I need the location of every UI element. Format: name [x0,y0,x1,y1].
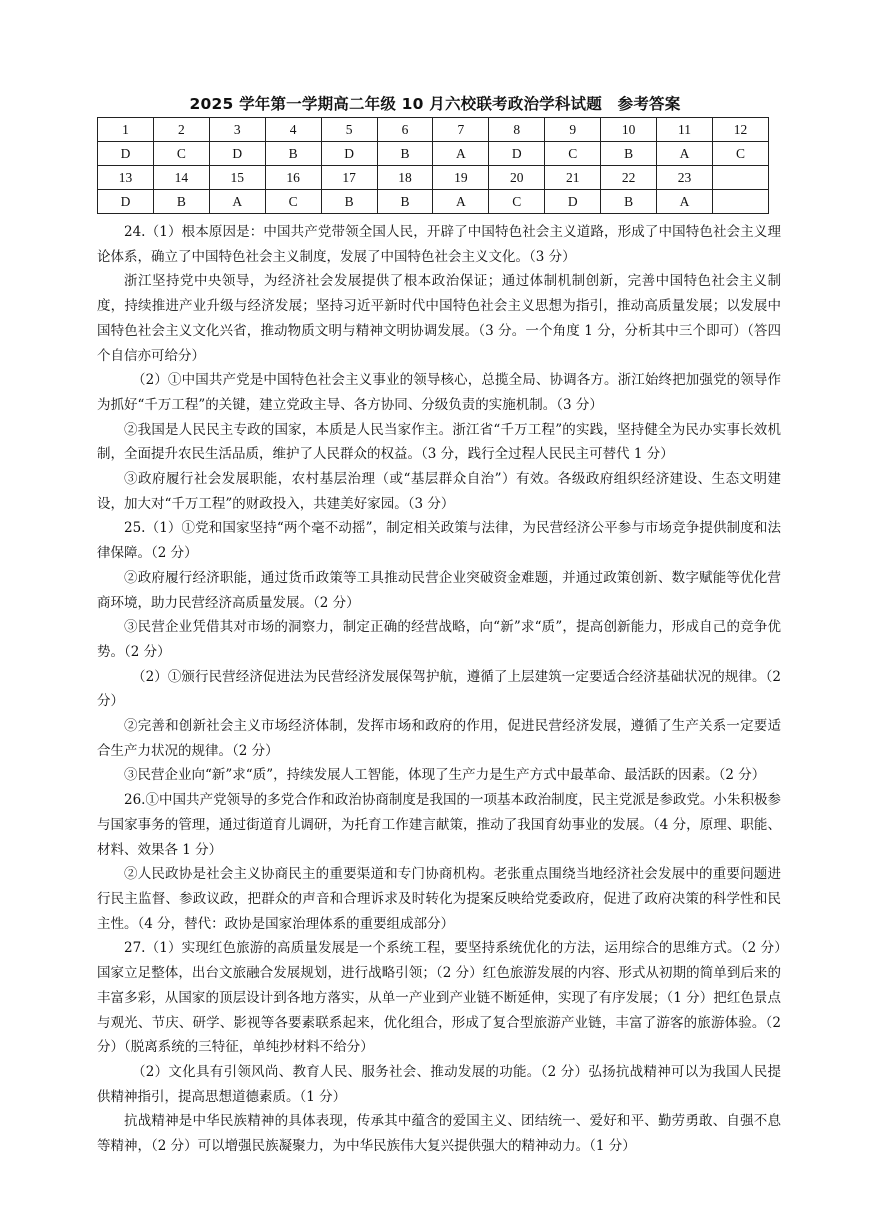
table-cell: 23 [657,166,713,190]
table-cell: D [209,142,265,166]
answer-paragraph: 25.（1）①党和国家坚持“两个毫不动摇”，制定相关政策与法律，为民营经济公平参与市场竞争提供制度和法律保障。（2 分） [97,520,781,562]
table-cell: D [545,190,601,214]
table-cell: D [489,142,545,166]
table-cell: A [657,142,713,166]
answer-table [97,117,769,214]
answer-paragraph: 26.①中国共产党领导的多党合作和政治协商制度是我国的一项基本政治制度，民主党派是参政党。小朱积极参与国家事务的管理，通过街道育儿调研，为托育工作建言献策，推动了我国育幼事业的发展。（4 分，原理、职能、材料、效果各 1 分） [97,792,781,858]
table-cell: 17 [321,166,377,190]
answer-paragraph: ③民营企业凭借其对市场的洞察力，制定正确的经营战略，向“新”求“质”，提高创新能力，形成自己的竞争优势。（2 分） [97,619,781,660]
table-cell: D [98,142,154,166]
table-cell [712,190,768,214]
answer-paragraph: 24.（1）根本原因是：中国共产党带领全国人民，开辟了中国特色社会主义道路，形成了中国特色社会主义理论体系，确立了中国特色社会主义制度，发展了中国特色社会主义文化。（3 分） [97,224,781,265]
table-row [98,142,769,166]
answer-paragraph: ②完善和创新社会主义市场经济体制，发挥市场和政府的作用，促进民营经济发展，遵循了生产关系一定要适合生产力状况的规律。（2 分） [97,718,781,759]
table-cell: 21 [545,166,601,190]
answer-paragraph: ②人民政协是社会主义协商民主的重要渠道和专门协商机构。老张重点围绕当地经济社会发展中的重要问题进行民主监督、参政议政，把群众的声音和合理诉求及时转化为提案反映给党委政府，促进了政府决策的科学性和民主性。（4 分，替代：政协是国家治理体系的重要组成部分） [97,866,781,932]
answer-paragraph: 浙江坚持党中央领导，为经济社会发展提供了根本政治保证；通过体制机制创新，完善中国特色社会主义制度，持续推进产业升级与经济发展；坚持习近平新时代中国特色社会主义思想为指引，推动高质量发展；以发展中国特色社会主义文化兴省，推动物质文明与精神文明协调发展。（3 分。一个角度 1 分，分析其中三个即可）（答四个自信亦可给分） [97,273,781,364]
table-cell: D [321,142,377,166]
table-cell: A [209,190,265,214]
table-row [98,118,769,142]
answer-paragraph: ③政府履行社会发展职能，农村基层治理（或“基层群众自治”）有效。各级政府组织经济建设、生态文明建设，加大对“千万工程”的财政投入，共建美好家园。（3 分） [97,471,781,512]
table-cell: B [601,190,657,214]
table-cell: 1 [98,118,154,142]
table-cell: 8 [489,118,545,142]
table-cell: 11 [657,118,713,142]
table-cell: 4 [265,118,321,142]
table-cell: A [433,142,489,166]
answer-paragraph: （2）文化具有引领风尚、教育人民、服务社会、推动发展的功能。（2 分）弘扬抗战精神可以为我国人民提供精神指引，提高思想道德素质。（1 分） [97,1063,781,1105]
table-row [98,166,769,190]
table-cell: 20 [489,166,545,190]
answer-paragraph: 抗战精神是中华民族精神的具体表现，传承其中蕴含的爱国主义、团结统一、爱好和平、勤劳勇敢、自强不息等精神，（2 分）可以增强民族凝聚力，为中华民族伟大复兴提供强大的精神动力。（1 分） [97,1113,781,1155]
table-cell [712,166,768,190]
table-cell: A [433,190,489,214]
table-cell: C [489,190,545,214]
table-cell: D [98,190,154,214]
table-cell: 19 [433,166,489,190]
table-cell: 2 [153,118,209,142]
table-cell: A [657,190,713,214]
table-cell: 9 [545,118,601,142]
table-cell: B [265,142,321,166]
table-cell: 15 [209,166,265,190]
answer-paragraph: 27.（1）实现红色旅游的高质量发展是一个系统工程，要坚持系统优化的方法，运用综合的思维方式。（2 分）国家立足整体，出台文旅融合发展规划，进行战略引领；（2 分）红色旅游发展的内容、形式从初期的简单到后来的丰富多彩，从国家的顶层设计到各地方落实，从单一产业到产业链不断延伸，实现了有序发展；（1 分）把红色景点与观光、节庆、研学、影视等各要素联系起来，优化组合，形成了复合型旅游产业链，丰富了游客的旅游体验。（2 分）（脱离系统的三特征，单纯抄材料不给分） [97,940,781,1056]
table-cell: 6 [377,118,433,142]
table-cell: 18 [377,166,433,190]
table-cell: C [265,190,321,214]
table-cell: C [153,142,209,166]
answer-paragraph: ②我国是人民民主专政的国家，本质是人民当家作主。浙江省“千万工程”的实践，坚持健全为民办实事长效机制，全面提升农民生活品质，维护了人民群众的权益。（3 分，践行全过程人民民主可替代 1 分） [97,421,781,463]
table-cell: B [377,190,433,214]
table-cell: 10 [601,118,657,142]
table-cell: C [545,142,601,166]
table-cell: B [601,142,657,166]
answer-paragraph: （2）①中国共产党是中国特色社会主义事业的领导核心，总揽全局、协调各方。浙江始终把加强党的领导作为抓好“千万工程”的关键，建立党政主导、各方协同、分级负责的实施机制。（3 分） [97,372,781,413]
table-cell: B [321,190,377,214]
table-cell: C [712,142,768,166]
table-cell: B [153,190,209,214]
table-cell: 16 [265,166,321,190]
answer-paragraph: ②政府履行经济职能，通过货币政策等工具推动民营企业突破资金难题，并通过政策创新、数字赋能等优化营商环境，助力民营经济高质量发展。（2 分） [97,569,781,611]
table-cell: 22 [601,166,657,190]
table-cell: 12 [712,118,768,142]
page-title: 2025 学年第一学期高二年级 10 月六校联考政治学科试题 参考答案 [189,95,681,113]
table-cell: 13 [98,166,154,190]
table-cell: 3 [209,118,265,142]
answer-paragraph: （2）①颁行民营经济促进法为民营经济发展保驾护航，遵循了上层建筑一定要适合经济基础状况的规律。（2 分） [97,668,781,710]
answer-body [97,220,781,1159]
table-cell: 5 [321,118,377,142]
table-cell: 7 [433,118,489,142]
table-cell: B [377,142,433,166]
table-cell: 14 [153,166,209,190]
answer-paragraph: ③民营企业向“新”求“质”，持续发展人工智能，体现了生产力是生产方式中最革命、最活跃的因素。（2 分） [124,767,766,784]
table-row [98,190,769,214]
